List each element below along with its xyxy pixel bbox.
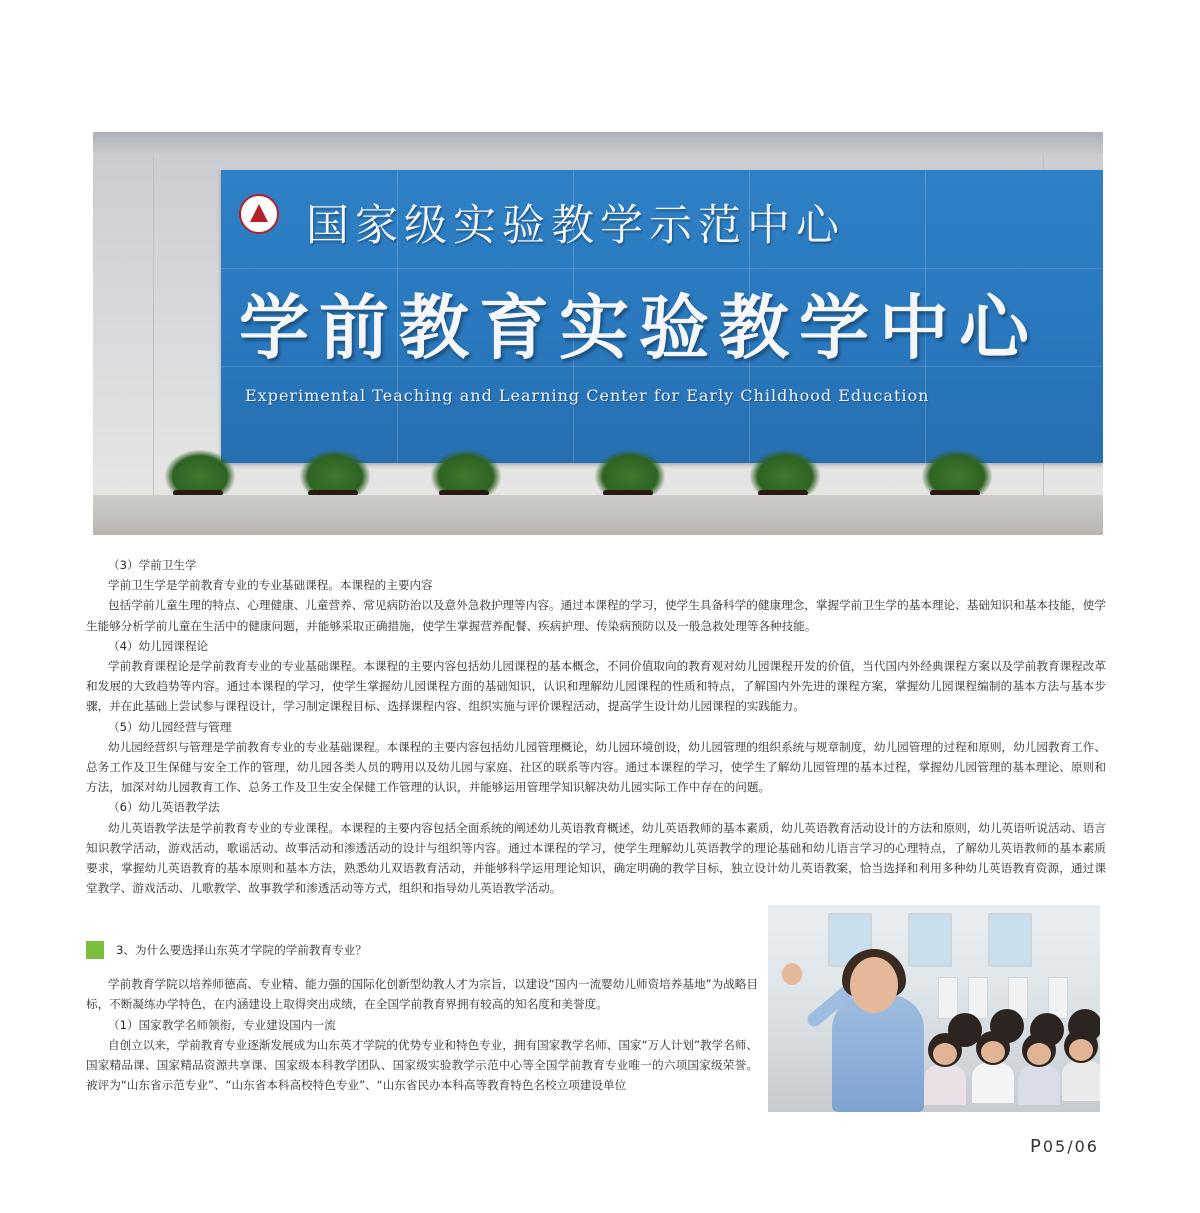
window bbox=[988, 913, 1032, 967]
section-heading-text: 3、为什么要选择山东英才学院的学前教育专业？ bbox=[116, 943, 367, 957]
section-title-management: （5）幼儿园经营与管理 bbox=[108, 719, 232, 734]
sign-title-english: Experimental Teaching and Learning Center for Early Childhood Education bbox=[245, 386, 930, 405]
paragraph: 包括学前儿童生理的特点、心理健康、儿童营养、常见病防治以及意外急救护理等内容。通过本课程的学习，使学生具备科学的健康理念，掌握学前卫生学的基本理论、基础知识和基本技能，使学生能够分析学前儿童在生活中的健康问题，并能够采取正确措施，使学生掌握营养配餐、疾病护理、传染病预防以及一般急救处理等各种技能。 bbox=[86, 598, 1106, 633]
paragraph: 学前卫生学是学前教育专业的专业基础课程。本课程的主要内容 bbox=[108, 578, 433, 593]
ceiling bbox=[93, 132, 1103, 154]
paragraph: 幼儿英语教学法是学前教育专业的专业课程。本课程的主要内容包括全面系统的阐述幼儿英语教育概述，幼儿英语教师的基本素质，幼儿英语教育活动设计的方法和原则，幼儿英语听说活动、语言知识教学活动，游戏活动，歌谣活动、故事活动和渗透活动的设计与组织等内容。通过本课程的学习，使学生理解幼儿英语教学的理论基础和幼儿语言学习的心理特点，了解幼儿英语教师的基本素质要求，掌握幼儿英语教育的基本原则和基本方法，熟悉幼儿双语教育活动，并能够科学运用理论知识，确定明确的教学目标，独立设计幼儿英语教案，恰当选择和利用多种幼儿英语教育资源，通过课堂教学、游戏活动、儿歌教学、故事教学和渗透活动等方式，组织和指导幼儿英语教学活动。 bbox=[86, 820, 1106, 896]
section-title-hygiene: （3）学前卫生学 bbox=[108, 558, 197, 572]
wall-poster bbox=[968, 977, 988, 1019]
paragraph: 学前教育课程论是学前教育专业的专业基础课程。本课程的主要内容包括幼儿园课程的基本概念，不同价值取向的教育观对幼儿园课程开发的价值，当代国内外经典课程方案以及学前教育课程改革和发展的大致趋势等内容。通过本课程的学习，使学生掌握幼儿园课程方面的基础知识，认识和理解幼儿园课程的性质和特点，了解国内外先进的课程方案，掌握幼儿园课程编制的基本方法与基本步骤，并在此基础上尝试参与课程设计，学习制定课程目标、选择课程内容、组织实施与评价课程活动，提高学生设计幼儿园课程的实践能力。 bbox=[86, 659, 1106, 714]
window bbox=[908, 913, 952, 967]
paragraph: 自创立以来，学前教育专业逐渐发展成为山东英才学院的优势专业和特色专业，拥有国家教学名师、国家“万人计划”教学名师、国家精品课、国家精品资源共享课、国家级本科教学团队、国家级实验教学示范中心等全国学前教育专业唯一的六项国家级荣誉。被评为“山东省示范专业”、“山东省本科高校特色专业”、“山东省民办本科高等教育特色名校立项建设单位 bbox=[86, 1037, 758, 1093]
page-number bbox=[1030, 1136, 1099, 1157]
sign-title-center: 学前教育实验教学中心 bbox=[239, 287, 1039, 369]
subsection-title: （1）国家教学名师领衔，专业建设国内一流 bbox=[108, 1017, 336, 1032]
classroom-photo bbox=[768, 905, 1100, 1112]
paragraph: 幼儿园经营织与管理是学前教育专业的专业基础课程。本课程的主要内容包括幼儿园管理概论，幼儿园环境创设，幼儿园管理的组织系统与规章制度，幼儿园管理的过程和原则，幼儿园教育工作、总务工作及卫生保健与安全工作的管理，幼儿园各类人员的聘用以及幼儿园与家庭、社区的联系等内容。通过本课程的学习，使学生了解幼儿园管理的基本过程，掌握幼儿园管理的基本理论、原则和方法，加深对幼儿园教育工作、总务工作及卫生安全保健工作管理的认识，并能够运用管理学知识解决幼儿园实际工作中存在的问题。 bbox=[86, 739, 1106, 795]
page-number-value: 05/06 bbox=[1042, 1137, 1099, 1156]
green-square-icon bbox=[86, 941, 104, 959]
teacher-face bbox=[850, 957, 898, 1013]
floor bbox=[93, 495, 1103, 535]
section-title-curriculum: （4）幼儿园课程论 bbox=[108, 638, 209, 653]
course-descriptions bbox=[86, 555, 1106, 898]
page-number-prefix: P bbox=[1030, 1136, 1043, 1157]
why-choose-section bbox=[86, 940, 758, 1095]
sign-title-national: 国家级实验教学示范中心 bbox=[306, 201, 845, 251]
wall-seam bbox=[153, 154, 154, 495]
section-heading bbox=[86, 940, 758, 960]
teacher-hand bbox=[782, 963, 802, 985]
wall-poster bbox=[938, 977, 958, 1019]
section-title-english-teaching: （6）幼儿英语教学法 bbox=[108, 800, 220, 815]
hero-photo bbox=[93, 132, 1103, 535]
university-seal-icon bbox=[239, 194, 279, 234]
paragraph: 学前教育学院以培养师德高、专业精、能力强的国际化创新型幼教人才为宗旨，以建设“国内一流婴幼儿师资培养基地”为战略目标，不断凝练办学特色，在内涵建设上取得突出成绩，在全国学前教育界拥有较高的知名度和美誉度。 bbox=[86, 977, 758, 1012]
